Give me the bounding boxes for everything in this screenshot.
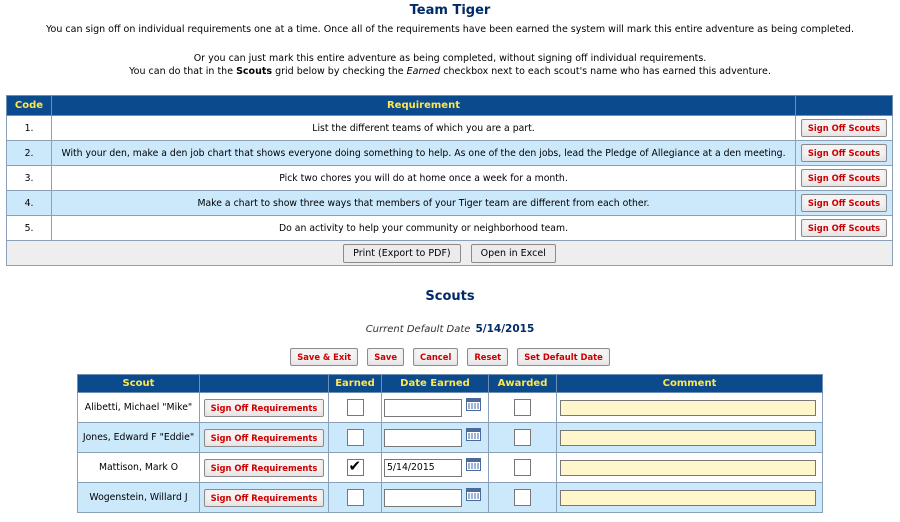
- requirement-text: With your den, make a den job chart that shows everyone doing something to help. As one of the den jobs, lead the Pledge of Allegiance at a den meeting.: [52, 141, 796, 166]
- requirement-text: Make a chart to show three ways that members of your Tiger team are different from each other.: [52, 191, 796, 216]
- header-date-earned: Date Earned: [382, 375, 489, 393]
- sign-off-scouts-button[interactable]: Sign Off Scouts: [801, 194, 887, 212]
- awarded-checkbox[interactable]: [514, 399, 531, 416]
- calendar-icon[interactable]: [466, 488, 481, 501]
- scout-row-2: [78, 423, 823, 453]
- earned-checkbox[interactable]: [347, 429, 364, 446]
- requirements-table: [6, 95, 893, 266]
- set-default-date-button[interactable]: Set Default Date: [517, 348, 610, 366]
- scout-row-3: [78, 453, 823, 483]
- sign-off-scouts-button[interactable]: Sign Off Scouts: [801, 219, 887, 237]
- earned-checkbox-checked[interactable]: [347, 459, 364, 476]
- date-cell: [382, 393, 489, 423]
- date-earned-input[interactable]: [384, 399, 462, 417]
- earned-checkbox[interactable]: [347, 399, 364, 416]
- scout-name: Mattison, Mark O: [78, 453, 200, 483]
- requirement-text: Pick two chores you will do at home once a week for a month.: [52, 166, 796, 191]
- intro-text-1: You can sign off on individual requirements one at a time. Once all of the requirements have been earned the system will mark this entire adventure as being completed.: [46, 24, 854, 35]
- intro-scouts-bold: Scouts: [236, 66, 273, 77]
- earned-cell: [329, 483, 382, 513]
- comment-cell: [557, 453, 823, 483]
- intro-earned-italic: Earned: [406, 66, 441, 77]
- requirement-text: Do an activity to help your community or neighborhood team.: [52, 216, 796, 241]
- sign-off-requirements-button[interactable]: Sign Off Requirements: [204, 429, 325, 447]
- requirement-action-cell: [796, 141, 893, 166]
- sign-off-scouts-button[interactable]: Sign Off Scouts: [801, 119, 887, 137]
- date-earned-input[interactable]: 5/14/2015: [384, 459, 462, 477]
- scout-row-4: [78, 483, 823, 513]
- default-date: [0, 323, 900, 335]
- scouts-header-row: [78, 375, 823, 393]
- cancel-button[interactable]: Cancel: [413, 348, 458, 366]
- intro-text-3-b: grid below by checking the: [272, 66, 407, 77]
- awarded-cell: [489, 453, 557, 483]
- default-date-value: 5/14/2015: [475, 323, 535, 335]
- earned-cell: [329, 453, 382, 483]
- requirement-code: 3.: [7, 166, 52, 191]
- requirement-action-cell: [796, 191, 893, 216]
- date-cell: [382, 483, 489, 513]
- header-scout: Scout: [78, 375, 200, 393]
- date-earned-input[interactable]: [384, 429, 462, 447]
- comment-input[interactable]: [560, 400, 816, 416]
- scout-sign-cell: [200, 423, 329, 453]
- scout-sign-cell: [200, 393, 329, 423]
- date-wrap: [384, 459, 486, 477]
- date-wrap: [384, 489, 486, 507]
- intro-text-2: Or you can just mark this entire adventure as being completed, without signing off individual requirements.: [193, 53, 707, 64]
- calendar-icon[interactable]: [466, 428, 481, 441]
- calendar-icon[interactable]: [466, 398, 481, 411]
- scout-sign-cell: [200, 453, 329, 483]
- date-earned-input[interactable]: [384, 489, 462, 507]
- comment-input[interactable]: [560, 490, 816, 506]
- sign-off-requirements-button[interactable]: Sign Off Requirements: [204, 399, 325, 417]
- comment-input[interactable]: [560, 430, 816, 446]
- header-code: Code: [7, 96, 52, 116]
- scouts-action-buttons: [0, 348, 900, 366]
- requirement-row-3: [7, 166, 893, 191]
- intro-text-3-a: You can do that in the: [129, 66, 237, 77]
- scout-sign-cell: [200, 483, 329, 513]
- requirement-row-2: [7, 141, 893, 166]
- comment-cell: [557, 483, 823, 513]
- header-action: [796, 96, 893, 116]
- requirement-code: 4.: [7, 191, 52, 216]
- requirement-text: List the different teams of which you are a part.: [52, 116, 796, 141]
- requirement-action-cell: [796, 116, 893, 141]
- scouts-table: [77, 374, 823, 513]
- date-wrap: [384, 399, 486, 417]
- earned-cell: [329, 423, 382, 453]
- sign-off-requirements-button[interactable]: Sign Off Requirements: [204, 489, 325, 507]
- header-earned: Earned: [329, 375, 382, 393]
- awarded-checkbox[interactable]: [514, 489, 531, 506]
- comment-input[interactable]: [560, 460, 816, 476]
- requirement-row-1: [7, 116, 893, 141]
- print-pdf-button[interactable]: Print (Export to PDF): [343, 244, 460, 263]
- scout-name: Wogenstein, Willard J: [78, 483, 200, 513]
- reset-button[interactable]: Reset: [467, 348, 508, 366]
- scout-name: Alibetti, Michael "Mike": [78, 393, 200, 423]
- earned-cell: [329, 393, 382, 423]
- intro-text-3: [0, 66, 900, 77]
- awarded-cell: [489, 423, 557, 453]
- sign-off-scouts-button[interactable]: Sign Off Scouts: [801, 169, 887, 187]
- save-exit-button[interactable]: Save & Exit: [290, 348, 358, 366]
- scout-name: Jones, Edward F "Eddie": [78, 423, 200, 453]
- earned-checkbox[interactable]: [347, 489, 364, 506]
- default-date-label: Current Default Date: [365, 324, 471, 335]
- sign-off-scouts-button[interactable]: Sign Off Scouts: [801, 144, 887, 162]
- header-sign: [200, 375, 329, 393]
- save-button[interactable]: Save: [367, 348, 404, 366]
- requirement-action-cell: [796, 216, 893, 241]
- header-requirement: Requirement: [52, 96, 796, 116]
- comment-cell: [557, 423, 823, 453]
- scout-row-1: [78, 393, 823, 423]
- requirements-footer: [7, 241, 893, 266]
- calendar-icon[interactable]: [466, 458, 481, 471]
- open-excel-button[interactable]: Open in Excel: [471, 244, 556, 263]
- scouts-title: Scouts: [425, 289, 475, 304]
- requirements-header-row: [7, 96, 893, 116]
- awarded-checkbox[interactable]: [514, 459, 531, 476]
- requirement-code: 5.: [7, 216, 52, 241]
- date-cell: [382, 423, 489, 453]
- requirement-row-4: [7, 191, 893, 216]
- requirements-footer-row: [7, 241, 893, 266]
- date-cell: [382, 453, 489, 483]
- requirement-code: 1.: [7, 116, 52, 141]
- header-awarded: Awarded: [489, 375, 557, 393]
- requirement-action-cell: [796, 166, 893, 191]
- requirement-code: 2.: [7, 141, 52, 166]
- awarded-checkbox[interactable]: [514, 429, 531, 446]
- requirement-row-5: [7, 216, 893, 241]
- comment-cell: [557, 393, 823, 423]
- awarded-cell: [489, 393, 557, 423]
- sign-off-requirements-button[interactable]: Sign Off Requirements: [204, 459, 325, 477]
- awarded-cell: [489, 483, 557, 513]
- date-wrap: [384, 429, 486, 447]
- intro-text-3-c: checkbox next to each scout's name who has earned this adventure.: [440, 66, 771, 77]
- page-title: Team Tiger: [409, 3, 491, 18]
- header-comment: Comment: [557, 375, 823, 393]
